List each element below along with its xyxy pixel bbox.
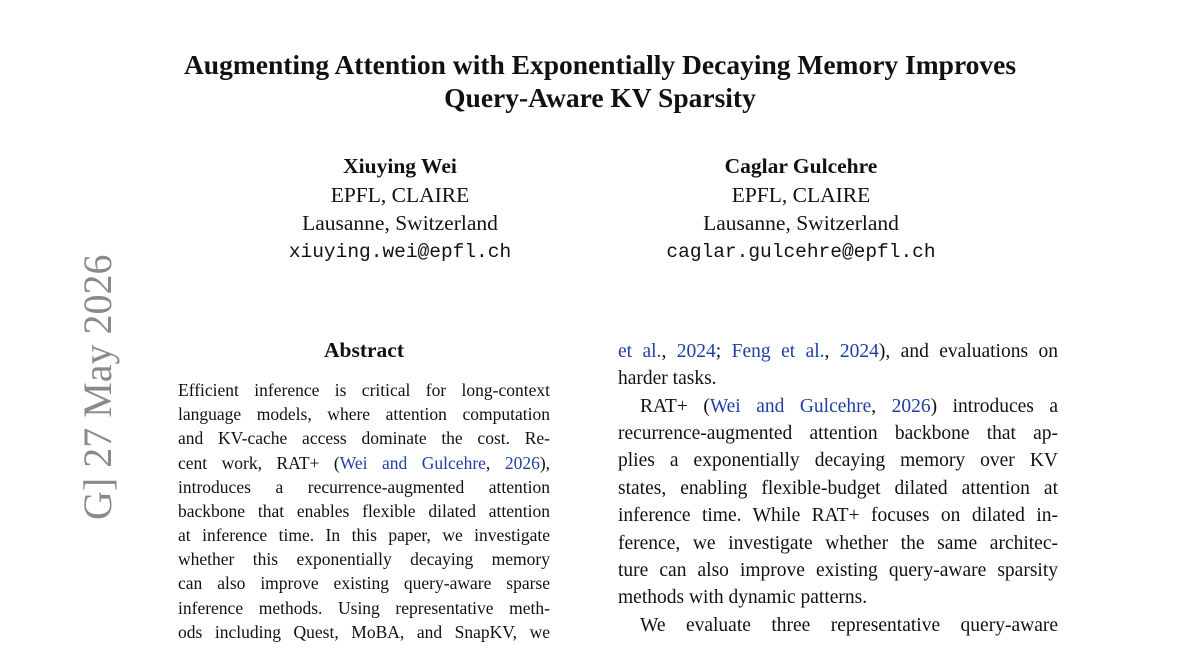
abstract-line: language models, where attention computation — [178, 404, 550, 424]
abstract-line: introduces a recurrence-augmented attention — [178, 477, 550, 497]
abstract-line: can also improve existing query-aware sparse — [178, 573, 550, 593]
abstract-line: cent work, RAT+ (Wei and Gulcehre, 2026), — [178, 453, 551, 473]
body-line: inference time. While RAT+ focuses on dilated in- — [618, 505, 1058, 526]
abstract-line: whether this exponentially decaying memory — [178, 549, 550, 569]
body-line: plies a exponentially decaying memory over KV — [618, 450, 1058, 471]
body-line: recurrence-augmented attention backbone that ap- — [618, 423, 1058, 444]
body-paragraph-start: RAT+ (Wei and Gulcehre, 2026) introduces a — [640, 396, 1058, 417]
author-block-1 — [240, 152, 560, 266]
author-email: caglar.gulcehre@epfl.ch — [666, 240, 936, 263]
abstract-heading: Abstract — [323, 338, 404, 362]
author-name: Xiuying Wei — [343, 154, 457, 178]
citation-year-link[interactable]: 2024 — [839, 341, 879, 362]
paper-title-line-1: Augmenting Attention with Exponentially Decaying Memory Improves — [183, 49, 1017, 80]
arxiv-margin-stamp: G] 27 May 2026 — [75, 254, 120, 520]
abstract-line: backbone that enables flexible dilated attention — [178, 501, 550, 521]
citation-year-link[interactable]: 2026 — [891, 396, 931, 417]
citation-year-link[interactable]: 2024 — [676, 341, 716, 362]
abstract-line: Efficient inference is critical for long-context — [178, 380, 550, 400]
citation-year-link[interactable]: 2026 — [504, 453, 540, 473]
author-affiliation: EPFL, CLAIRE — [731, 182, 871, 207]
body-line: methods with dynamic patterns. — [618, 587, 868, 608]
citation-link[interactable]: et al. — [618, 341, 662, 362]
body-paragraph-start: We evaluate three representative query-aware — [640, 615, 1058, 636]
paper-title — [100, 48, 1100, 114]
author-name: Caglar Gulcehre — [724, 154, 878, 178]
author-affiliation: EPFL, CLAIRE — [330, 182, 470, 207]
citation-link[interactable]: Feng et al. — [731, 341, 825, 362]
body-line: ture can also improve existing query-aware sparsity — [618, 560, 1058, 581]
body-line: harder tasks. — [618, 368, 717, 389]
body-line: states, enabling flexible-budget dilated attention at — [618, 478, 1058, 499]
body-line: ference, we investigate whether the same architec- — [618, 533, 1058, 554]
author-block-2 — [641, 152, 961, 266]
author-location: Lausanne, Switzerland — [302, 211, 498, 235]
body-line: et al., 2024; Feng et al., 2024), and evaluations on — [618, 341, 1058, 362]
abstract-line: inference methods. Using representative meth- — [178, 598, 550, 618]
paper-title-line-2: Query-Aware KV Sparsity — [444, 82, 756, 113]
citation-link[interactable]: Wei and Gulcehre — [339, 453, 486, 473]
abstract-line: ods including Quest, MoBA, and SnapKV, we — [178, 622, 550, 642]
author-location: Lausanne, Switzerland — [703, 211, 899, 235]
abstract-line: at inference time. In this paper, we investigate — [178, 525, 550, 545]
citation-link[interactable]: Wei and Gulcehre — [709, 396, 872, 417]
abstract-line: and KV-cache access dominate the cost. Re- — [178, 428, 550, 448]
author-email: xiuying.wei@epfl.ch — [288, 240, 512, 263]
